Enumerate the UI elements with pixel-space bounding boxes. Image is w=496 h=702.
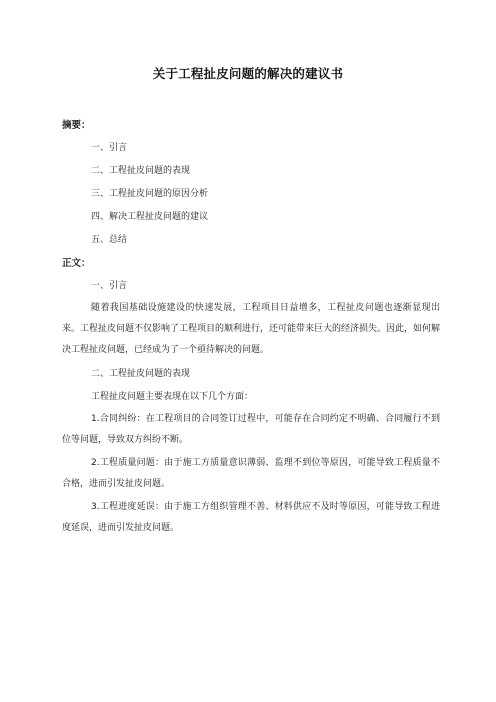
section-title-introduction: 一、引言 (91, 281, 128, 291)
document-title: 关于工程扯皮问题的解决的建议书 (152, 66, 344, 81)
point-quality-issues: 2.工程质量问题：由于施工方质量意识薄弱、监理不到位等原因，可能导致工程质量不合格，进而引发扯皮问题。 (62, 458, 440, 489)
point-contract-disputes: 1.合同纠纷：在工程项目的合同签订过程中，可能存在合同约定不明确、合同履行不到位等问题，导致双方纠纷不断。 (62, 414, 440, 445)
abstract-heading: 摘要： (62, 120, 91, 131)
introduction-paragraph: 随着我国基础设施建设的快速发展，工程项目日益增多，工程扯皮问题也逐渐显现出来。工程扯皮问题不仅影响了工程项目的顺利进行，还可能带来巨大的经济损失。因此，如何解决工程扯皮问题，已经成为了一个亟待解决的问题。 (62, 303, 441, 355)
document-content (62, 114, 440, 541)
abstract-item: 一、引言 (91, 143, 128, 153)
manifestations-intro: 工程扯皮问题主要表现在以下几个方面： (91, 392, 254, 402)
abstract-item: 二、工程扯皮问题的表现 (91, 166, 191, 176)
body-heading: 正文： (62, 258, 91, 269)
point-schedule-delays: 3.工程进度延误：由于施工方组织管理不善、材料供应不及时等原因，可能导致工程进度延误，进而引发扯皮问题。 (62, 502, 440, 533)
abstract-item: 三、工程扯皮问题的原因分析 (91, 189, 209, 199)
abstract-item: 五、总结 (91, 235, 128, 245)
abstract-item: 四、解决工程扯皮问题的建议 (91, 212, 209, 222)
section-title-manifestations: 二、工程扯皮问题的表现 (91, 369, 191, 379)
